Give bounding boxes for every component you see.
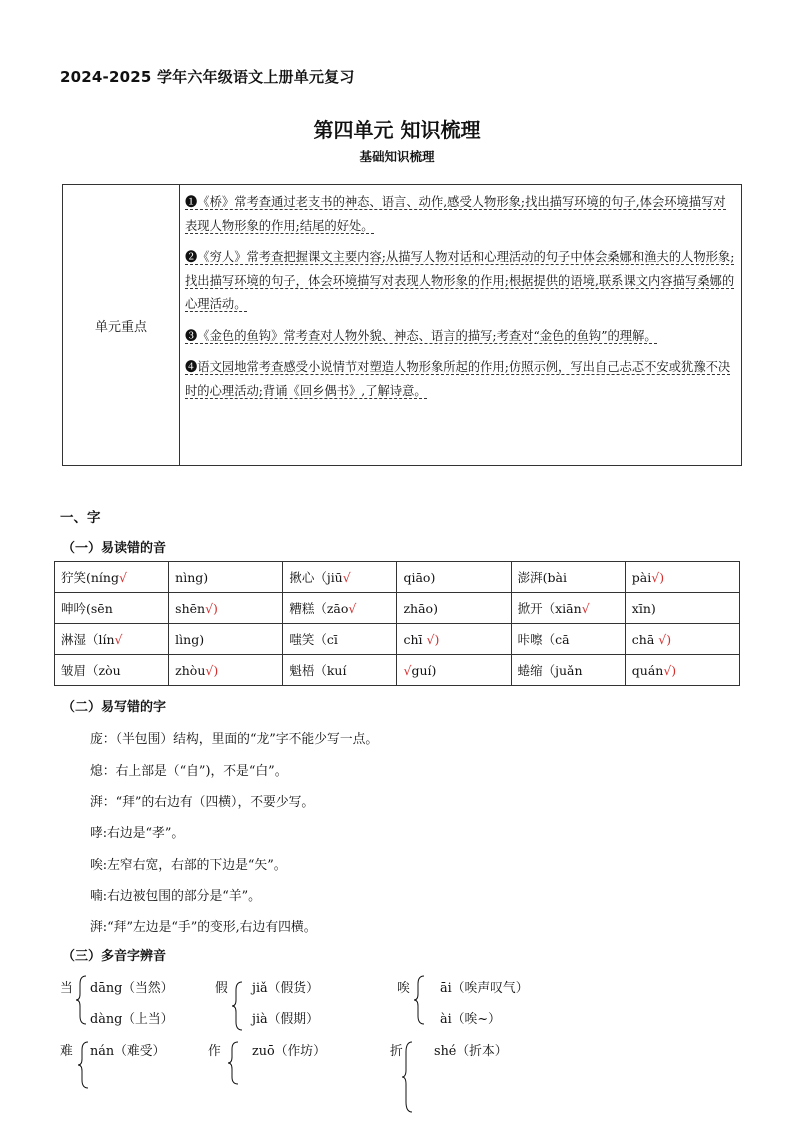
- pronunciation-text: pài: [631, 569, 652, 585]
- brace-icon: [78, 1040, 90, 1090]
- pronunciation-cell: [283, 655, 397, 686]
- pronunciation-cell: [625, 655, 739, 686]
- check-mark: √: [348, 601, 357, 616]
- writing-rule: 湃:“拜”左边是“手”的变形,右边有四横。: [90, 920, 317, 935]
- pronunciation-cell: [55, 624, 169, 655]
- polyphone-reading: dāng（当然）: [90, 981, 174, 996]
- pronunciation-text: 糟糕（zāo: [289, 601, 349, 616]
- polyphone-reading: dàng（上当）: [90, 1012, 174, 1027]
- pronunciation-cell: [625, 562, 739, 593]
- pronunciation-table: [54, 561, 740, 686]
- check-mark: √): [205, 662, 219, 678]
- pronunciation-text: 呻吟(sēn: [61, 601, 113, 616]
- pronunciation-text: nìng): [175, 569, 209, 585]
- brace-icon: [76, 974, 88, 1026]
- subheading-pronunciation: （一）易读错的音: [62, 541, 167, 556]
- check-mark: √): [651, 569, 665, 585]
- pronunciation-cell: [511, 562, 625, 593]
- pronunciation-cell: [625, 593, 739, 624]
- polyphone-char: 作: [208, 1044, 221, 1059]
- pronunciation-text: xīn): [631, 600, 656, 616]
- document-title: 2024-2025 学年六年级语文上册单元复习: [60, 68, 355, 86]
- writing-rule: 湃：“拜”的右边有（四横），不要少写。: [90, 795, 315, 810]
- pronunciation-text: zhòu: [175, 662, 206, 678]
- writing-rule: 庞：（半包围）结构，里面的“龙”字不能少写一点。: [90, 732, 379, 747]
- pronunciation-text: 咔嚓（cā: [517, 632, 570, 647]
- brace-icon: [402, 1040, 414, 1114]
- polyphone-reading: āi（唉声叹气）: [440, 981, 529, 996]
- polyphone-char: 折: [390, 1044, 403, 1059]
- pronunciation-text: 蜷缩（juǎn: [517, 663, 583, 678]
- pronunciation-text: quán: [631, 662, 664, 678]
- writing-rule: 唉:左窄右宽，右部的下边是“矢”。: [90, 858, 287, 873]
- check-mark: √: [118, 570, 127, 585]
- polyphone-char: 难: [60, 1044, 73, 1059]
- pronunciation-text: 揪心（jiū: [289, 570, 343, 585]
- pronunciation-cell: [283, 562, 397, 593]
- pronunciation-cell: [283, 624, 397, 655]
- pronunciation-cell: [511, 624, 625, 655]
- writing-rule: 熄：右上部是（“自”)，不是“白”。: [90, 764, 288, 779]
- pronunciation-cell: [169, 562, 283, 593]
- pronunciation-text: qiāo): [403, 569, 436, 585]
- brace-icon: [232, 980, 244, 1032]
- polyphone-reading: jià（假期）: [252, 1012, 319, 1027]
- pronunciation-text: chā: [631, 631, 659, 647]
- pronunciation-cell: [283, 593, 397, 624]
- pronunciation-text: shēn: [175, 600, 206, 616]
- pronunciation-cell: [397, 593, 511, 624]
- writing-rule: 喃:右边被包围的部分是“羊”。: [90, 889, 261, 904]
- pronunciation-cell: [511, 593, 625, 624]
- unit-title: 第四单元 知识梳理: [313, 118, 481, 142]
- pronunciation-row: [55, 624, 740, 655]
- check-mark: √: [114, 632, 123, 647]
- polyphone-reading: shé（折本）: [434, 1044, 508, 1059]
- focus-item: ❶《桥》常考查通过老支书的神态、语言、动作,感受人物形象;找出描写环境的句子,体会环境描写对表现人物形象的作用;结尾的好处。: [185, 195, 726, 233]
- focus-item: ❸《金色的鱼钩》常考查对人物外貌、神态、语言的描写;考查对“金色的鱼钩”的理解。: [185, 328, 657, 343]
- subheading-writing: （二）易写错的字: [62, 700, 167, 715]
- pronunciation-row: [55, 562, 740, 593]
- focus-item: ❹语文园地常考查感受小说情节对塑造人物形象所起的作用;仿照示例，写出自己忐忑不安或犹豫不决时的心理活动;背诵《回乡偶书》,了解诗意。: [185, 360, 731, 398]
- check-mark: √): [658, 631, 672, 647]
- pronunciation-cell: [55, 562, 169, 593]
- section-heading-characters: 一、字: [60, 510, 101, 526]
- brace-icon: [414, 974, 426, 1026]
- pronunciation-cell: [55, 655, 169, 686]
- polyphone-reading: zuō（作坊）: [252, 1044, 326, 1059]
- pronunciation-cell: [397, 655, 511, 686]
- pronunciation-cell: [169, 593, 283, 624]
- polyphone-char: 当: [60, 981, 73, 996]
- pronunciation-text: 皱眉（zòu: [61, 663, 121, 678]
- check-mark: √): [663, 662, 677, 678]
- unit-focus-box: [62, 184, 742, 466]
- pronunciation-text: 淋湿（lín: [61, 632, 115, 647]
- unit-focus-body: [185, 191, 737, 403]
- section-title: 基础知识梳理: [359, 149, 435, 164]
- check-mark: √): [205, 600, 218, 616]
- polyphone-reading: ài（唉~）: [440, 1012, 501, 1027]
- pronunciation-text: zhāo): [403, 600, 438, 616]
- pronunciation-row: [55, 655, 740, 686]
- pronunciation-cell: [169, 655, 283, 686]
- pronunciation-row: [55, 593, 740, 624]
- pronunciation-cell: [55, 593, 169, 624]
- pronunciation-cell: [397, 562, 511, 593]
- check-mark: √: [342, 570, 351, 585]
- check-mark: √: [581, 601, 590, 616]
- pronunciation-text: guí): [411, 662, 437, 678]
- pronunciation-cell: [169, 624, 283, 655]
- polyphone-char: 唉: [397, 981, 410, 996]
- polyphone-reading: nán（难受）: [90, 1044, 166, 1059]
- check-mark: √: [403, 662, 412, 678]
- pronunciation-text: 狞笑(níng: [61, 570, 119, 585]
- polyphone-reading: jiǎ（假货）: [252, 981, 319, 996]
- subheading-polyphones: （三）多音字辨音: [62, 949, 167, 964]
- pronunciation-text: chī: [403, 631, 427, 647]
- pronunciation-text: lìng): [175, 631, 205, 647]
- pronunciation-text: 魁梧（kuí: [289, 663, 347, 678]
- pronunciation-text: 掀开（xiān: [517, 601, 582, 616]
- writing-rule: 哮:右边是“孝”。: [90, 826, 185, 841]
- pronunciation-text: 澎湃(bài: [517, 570, 567, 585]
- check-mark: √): [426, 631, 440, 647]
- pronunciation-text: 嗤笑（cī: [289, 632, 338, 647]
- brace-icon: [228, 1040, 240, 1086]
- polyphone-char: 假: [215, 981, 228, 996]
- pronunciation-cell: [511, 655, 625, 686]
- pronunciation-cell: [397, 624, 511, 655]
- pronunciation-cell: [625, 624, 739, 655]
- focus-item: ❷《穷人》常考查把握课文主要内容;从描写人物对话和心理活动的句子中体会桑娜和渔夫的人物形象;找出描写环境的句子，体会环境描写对表现人物形象的作用;根据提供的语境,联系课文内容描写桑娜的心理活动。: [185, 250, 735, 311]
- unit-focus-label: 单元重点: [63, 185, 180, 465]
